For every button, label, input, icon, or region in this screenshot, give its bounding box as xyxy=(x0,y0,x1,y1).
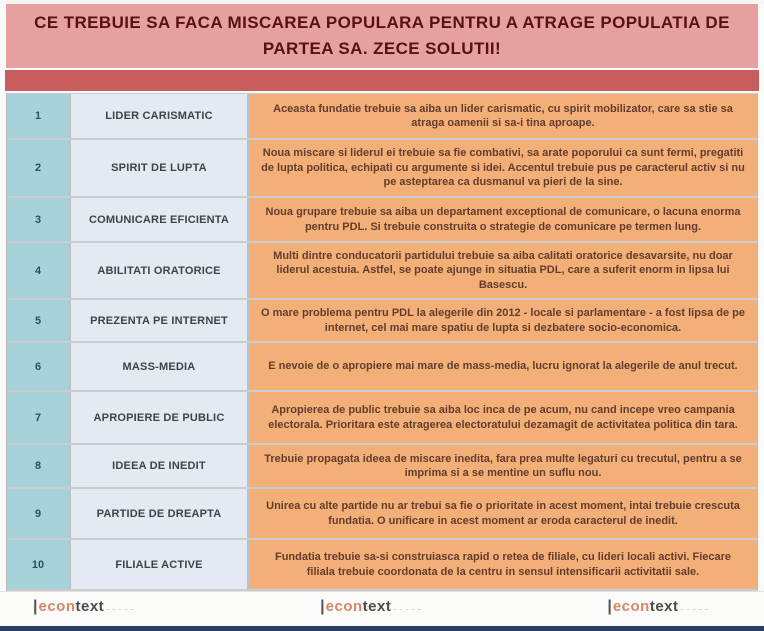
logo-bracket: | xyxy=(33,597,38,615)
table-row xyxy=(7,343,757,392)
table-row xyxy=(7,392,757,445)
row-description: Unirea cu alte partide nu ar trebui sa fie o prioritate in acest moment, intai trebuie crescuta fundatia. O unificare in acest moment ar eroda caracterul de inedit. xyxy=(249,489,757,538)
row-title: FILIALE ACTIVE xyxy=(71,540,249,589)
row-description: Trebuie propagata ideea de miscare inedita, fara prea multe legaturi cu trecutul, pentru a se imprima si a se mentine un suflu nou. xyxy=(249,445,757,487)
row-title: SPIRIT DE LUPTA xyxy=(71,140,249,196)
row-title: IDEEA DE INEDIT xyxy=(71,445,249,487)
row-title: LIDER CARISMATIC xyxy=(71,94,249,138)
logo-text-text: text xyxy=(362,597,392,615)
logo-text-econ: econ xyxy=(612,597,650,615)
row-description: Apropierea de public trebuie sa aiba loc inca de pe acum, nu cand incepe vreo campania electorala. Prioritara este atragerea electoratului dezamagit de activitatea politica din tara. xyxy=(249,392,757,443)
table-row xyxy=(7,300,757,343)
logo-text-econ: econ xyxy=(325,597,363,615)
footer-logo-strip xyxy=(0,591,764,621)
logo-bracket: | xyxy=(320,597,325,615)
table-row xyxy=(7,445,757,489)
econtext-logo xyxy=(33,598,135,616)
row-number: 2 xyxy=(7,140,71,196)
row-title: PARTIDE DE DREAPTA xyxy=(71,489,249,538)
row-description: Noua miscare si liderul ei trebuie sa fie combativi, sa arate poporului ca sunt fermi, pregatiti de lupta politica, echipati cu argumente si idei. Accentul trebuie pus pe caracterul activ si nu pe asteptarea ca dusmanul va pieri de la sine. xyxy=(249,140,757,196)
row-title: PREZENTA PE INTERNET xyxy=(71,300,249,341)
row-description: Noua grupare trebuie sa aiba un departament exceptional de comunicare, o lacuna enorma pentru PDL. Si trebuie construita o strategie de comunicare pe termen lung. xyxy=(249,198,757,241)
table-row xyxy=(7,489,757,540)
row-title: APROPIERE DE PUBLIC xyxy=(71,392,249,443)
row-number: 8 xyxy=(7,445,71,487)
logo-tagline: – – – – – xyxy=(393,606,422,613)
row-number: 9 xyxy=(7,489,71,538)
header-red-band xyxy=(5,70,759,91)
row-number: 5 xyxy=(7,300,71,341)
econtext-logo xyxy=(320,598,422,616)
table-row xyxy=(7,198,757,243)
header-title-block xyxy=(6,4,758,68)
logo-tagline: – – – – – xyxy=(680,606,709,613)
solutions-table xyxy=(6,93,758,591)
infographic-page xyxy=(0,4,764,631)
row-title: ABILITATI ORATORICE xyxy=(71,243,249,298)
row-description: Multi dintre conducatorii partidului trebuie sa aiba calitati oratorice desavarsite, nu doar liderul acestuia. Astfel, se poate ajunge in situatia PDL, care a suferit enorm in lipsa lui Basescu. xyxy=(249,243,757,298)
row-number: 1 xyxy=(7,94,71,138)
row-number: 7 xyxy=(7,392,71,443)
logo-tagline: – – – – – xyxy=(106,606,135,613)
row-title: COMUNICARE EFICIENTA xyxy=(71,198,249,241)
row-title: MASS-MEDIA xyxy=(71,343,249,390)
table-row xyxy=(7,243,757,300)
logo-text-text: text xyxy=(75,597,105,615)
row-number: 10 xyxy=(7,540,71,589)
row-description: Aceasta fundatie trebuie sa aiba un lider carismatic, cu spirit mobilizator, care sa stie sa atraga oamenii si sa-i tina aproape. xyxy=(249,94,757,138)
row-number: 3 xyxy=(7,198,71,241)
logo-bracket: | xyxy=(607,597,612,615)
table-row xyxy=(7,140,757,198)
logo-text-text: text xyxy=(649,597,679,615)
logo-text-econ: econ xyxy=(38,597,76,615)
row-number: 4 xyxy=(7,243,71,298)
page-title: CE TREBUIE SA FACA MISCAREA POPULARA PENTRU A ATRAGE POPULATIA DE PARTEA SA. ZECE SOLUTII! xyxy=(34,13,730,58)
table-row xyxy=(7,540,757,591)
row-description: Fundatia trebuie sa-si construiasca rapid o retea de filiale, cu lideri locali activi. Fiecare filiala trebuie coordonata de la centru in sensul intensificarii activitatii sale. xyxy=(249,540,757,589)
econtext-logo xyxy=(607,598,709,616)
row-description: E nevoie de o apropiere mai mare de mass-media, lucru ignorat la alegerile de anul trecut. xyxy=(249,343,757,390)
row-number: 6 xyxy=(7,343,71,390)
row-description: O mare problema pentru PDL la alegerile din 2012 - locale si parlamentare - a fost lipsa de pe internet, cel mai mare spatiu de lupta si dezbatere socio-economica. xyxy=(249,300,757,341)
table-row xyxy=(7,93,757,140)
